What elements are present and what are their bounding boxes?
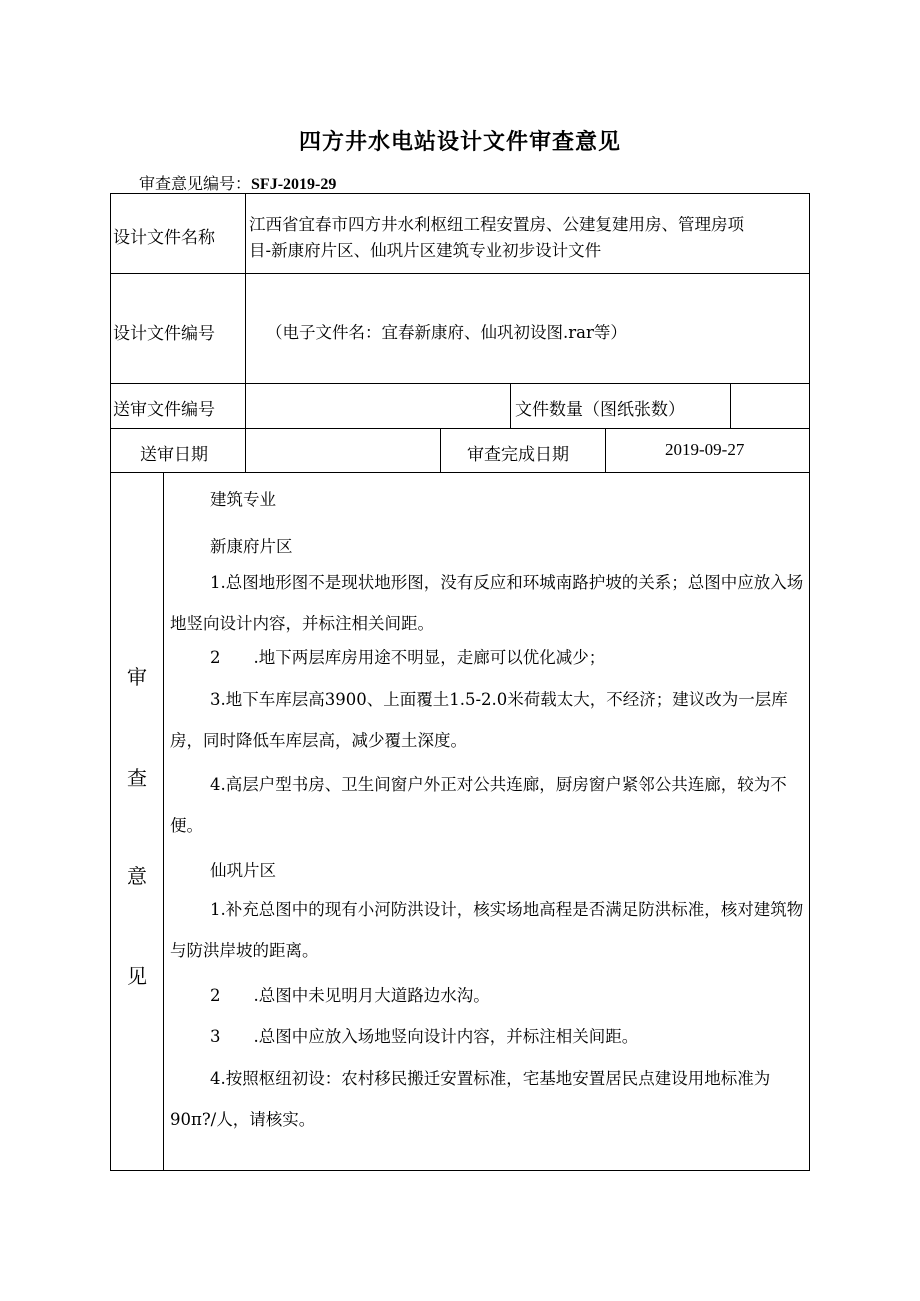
- opinion-side-char-3: 意: [127, 864, 147, 888]
- design-number-label: 设计文件编号: [113, 324, 215, 344]
- opinion-subsection-xiangong: 仙巩片区: [210, 861, 276, 880]
- submit-date-label: 送审日期: [140, 445, 208, 465]
- opinion-item: 2 .地下两层库房用途不明显，走廊可以优化减少；: [210, 648, 606, 667]
- opinion-item: 3.地下车库层高3900、上面覆土1.5-2.0米荷载太大，不经济；建议改为一层库房，同时降低车库层高，减少覆土深度。: [170, 690, 788, 750]
- design-name-label: 设计文件名称: [113, 228, 215, 248]
- opinion-side-char-1: 审: [127, 665, 147, 689]
- opinion-section-heading: 建筑专业: [210, 490, 276, 509]
- page-title: 四方井水电站设计文件审查意见: [298, 130, 621, 155]
- opinion-item: 4.按照枢纽初设：农村移民搬迁安置标准，宅基地安置居民点建设用地标准为90π?/人，请核实。: [170, 1069, 771, 1129]
- complete-date-label: 审查完成日期: [467, 445, 569, 465]
- opinion-item: 2 .总图中未见明月大道路边水沟。: [210, 986, 490, 1005]
- opinion-item: 3 .总图中应放入场地竖向设计内容，并标注相关间距。: [210, 1027, 639, 1046]
- review-number-value: SFJ-2019-29: [251, 176, 337, 193]
- opinion-item: 4.高层户型书房、卫生间窗户外正对公共连廊，厨房窗户紧邻公共连廊，较为不便。: [170, 775, 787, 835]
- opinion-side-char-4: 见: [127, 964, 147, 988]
- file-count-label: 文件数量（图纸张数）: [515, 400, 685, 420]
- review-number-label: 审查意见编号：: [139, 174, 252, 193]
- design-name-line2: 目-新康府片区、仙巩片区建筑专业初步设计文件: [249, 241, 602, 260]
- opinion-side-char-2: 查: [127, 766, 147, 790]
- design-name-line1: 江西省宜春市四方井水利枢纽工程安置房、公建复建用房、管理房项: [249, 215, 744, 234]
- opinion-item: 1.补充总图中的现有小河防洪设计，核实场地高程是否满足防洪标准，核对建筑物与防洪岸坡的距离。: [170, 900, 804, 960]
- opinion-subsection-xinkangfu: 新康府片区: [210, 537, 293, 556]
- review-number: [139, 171, 336, 194]
- design-number-value: （电子文件名：宜春新康府、仙巩初设图.rar等）: [266, 323, 627, 342]
- complete-date-value: 2019-09-27: [665, 440, 745, 459]
- opinion-item: 1.总图地形图不是现状地形图，没有反应和环城南路护坡的关系；总图中应放入场地竖向设计内容，并标注相关间距。: [170, 573, 804, 633]
- submit-number-label: 送审文件编号: [113, 400, 215, 420]
